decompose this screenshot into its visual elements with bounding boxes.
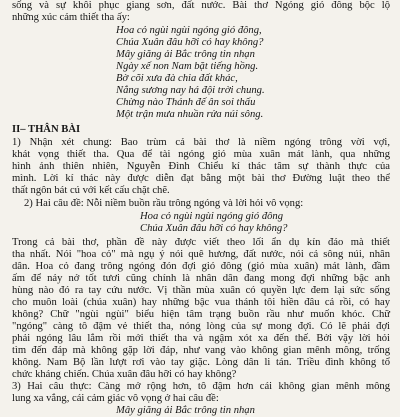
poem-line: Hoa cỏ ngùi ngùi ngóng gió đông [140, 211, 284, 222]
poem-line: Bờ cõi xưa đà chia đất khác, [116, 73, 238, 84]
text-line: sống và sự khôi phục giang sơn, đất nước. Bài thơ Ngóng gió đông bộc lộ [12, 0, 390, 11]
text-line: Trong cả bài thơ, phần đề này được viết theo lối ẩn dụ kín đáo mà thiết [12, 237, 390, 248]
poem-line: Mây giăng ải Bắc trông tin nhạn [116, 405, 255, 416]
text-line: không. Nam Bộ lần lượt rơi vào tay giặc. Lòng dân li tán. Triều đình không tổ [12, 357, 390, 368]
text-line: hùng nào đó ra tay cứu nước. Vị thần mùa xuân có quyền lực đem lại sức sống [12, 285, 390, 296]
text-line: 1) Nhận xét chung: Bao trùm cả bài thơ là niềm ngóng trông vời vợi, [12, 137, 390, 148]
poem-line: Chúa Xuân đâu hỡi có hay không? [140, 223, 288, 234]
poem-line: Nắng sương nay há đội trời chung. [116, 85, 265, 96]
text-line: dân. Hoa cỏ đang trông ngóng đón đợi gió đông (gió mùa xuân) mát lành, đầm [12, 261, 390, 272]
text-line: cho muôn loài (chúa xuân) hay những bậc vua thánh tôi hiền đâu cả rồi, có hay [12, 297, 390, 308]
poem-line: Chúa Xuân đâu hỡi có hay không? [116, 37, 264, 48]
text-line: chức kháng chiến. Chúa xuân đâu hỡi có hay không? [12, 369, 237, 380]
text-line: mình. Lời kí thác này được diễn đạt bằng một bài thơ Đường luật theo thể [12, 173, 390, 184]
text-line: những xúc cảm thiết tha ấy: [12, 12, 130, 23]
poem-line: Một trận mưa nhuần rửa núi sông. [116, 109, 264, 120]
text-line: "ngóng" càng tô đậm vẻ thiết tha, nóng lòng của sự mong đợi. Có lẽ phải đợi [12, 321, 390, 332]
text-line: 3) Hai câu thực: Càng mở rộng hơn, tô đậm hơn cái không gian mênh mông [12, 381, 390, 392]
poem-line: Chừng nào Thánh đế ân soi thấu [116, 97, 256, 108]
text-line: tha nhất. Nói "hoa cỏ" mà ngụ ý nói quê hương, đất nước, nói cả sông núi, nhân [12, 249, 390, 260]
text-line: 2) Hai câu đề: Nỗi niềm buồn rầu trông ngóng và lời hỏi vô vọng: [24, 198, 304, 209]
text-line: tìm đến đáp mà không gặp lời đáp, như vang vào không gian mênh mông, trống [12, 345, 390, 356]
poem-line: Mây giăng ải Bắc trông tin nhạn [116, 49, 255, 60]
poem-line: Ngày xế non Nam bặt tiếng hồng. [116, 61, 259, 72]
text-line: khát vọng thiết tha. Qua để tài ngóng gió mùa xuân mát lành, qua những [12, 149, 390, 160]
text-line: phải ngóng lâu lắm rồi mới thiết tha và ngậm xót xa đến thế. Bởi vậy lời hỏi [12, 333, 390, 344]
poem-line: Hoa cỏ ngùi ngùi ngóng gió đông, [116, 25, 262, 36]
section-heading: II– THÂN BÀI [12, 124, 81, 135]
text-line: ấm để nảy nở tốt tươi cũng chính là nhân dân đang mong đợi những bậc anh [12, 273, 390, 284]
text-line: lung xa vắng, cái cảm giác vô vọng ở hai câu đề: [12, 393, 219, 404]
text-line: thất ngôn bát cú với kết cấu chặt chẽ. [12, 185, 170, 196]
text-line: không? Chữ "ngùi ngùi" biểu hiện tâm trạng buồn rầu như muốn khóc. Chữ [12, 309, 390, 320]
text-line: hình ảnh thiên nhiên, Nguyễn Đình Chiểu kí thác tâm sự thành thực của [12, 161, 390, 172]
